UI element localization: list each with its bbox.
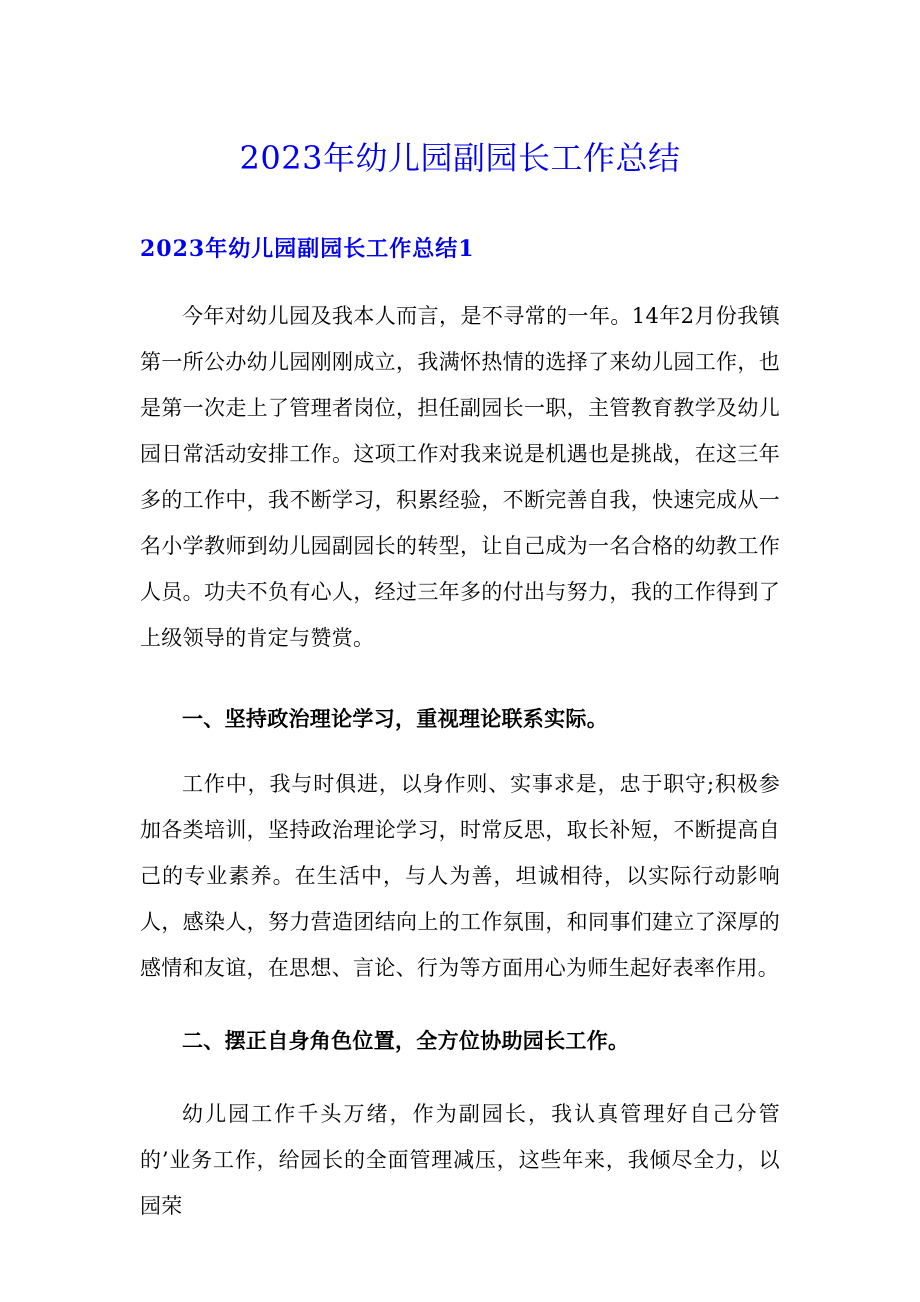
body-paragraph: 幼儿园工作千头万绪，作为副园长，我认真管理好自己分管的’业务工作，给园长的全面管理减压，这些年来，我倾尽全力，以园荣 — [140, 1102, 780, 1218]
body-paragraph: 今年对幼儿园及我本人而言，是不寻常的一年。14年2月份我镇第一所公办幼儿园刚刚成立，我满怀热情的选择了来幼儿园工作，也是第一次走上了管理者岗位，担任副园长一职，主管教育教学及幼儿园日常活动安排工作。这项工作对我来说是机遇也是挑战，在这三年多的工作中，我不断学习，积累经验，不断完善自我，快速完成从一名小学教师到幼儿园副园长的转型，让自己成为一名合格的幼教工作人员。功夫不负有心人，经过三年多的付出与努力，我的工作得到了上级领导的肯定与赞赏。 — [140, 304, 780, 650]
body-paragraph: 工作中，我与时俱进，以身作则、实事求是，忠于职守;积极参加各类培训，坚持政治理论学习，时常反思，取长补短，不断提高自己的专业素养。在生活中，与人为善，坦诚相待，以实际行动影响人，感染人，努力营造团结向上的工作氛围，和同事们建立了深厚的感情和友谊，在思想、言论、行为等方面用心为师生起好表率作用。 — [140, 772, 780, 980]
section-title: 2023年幼儿园副园长工作总结1 — [140, 236, 475, 262]
document-title: 2023年幼儿园副园长工作总结 — [239, 139, 681, 177]
subheading-one: 一、坚持政治理论学习，重视理论联系实际。 — [182, 706, 608, 731]
subheading-two: 二、摆正自身角色位置，全方位协助园长工作。 — [182, 1028, 630, 1053]
